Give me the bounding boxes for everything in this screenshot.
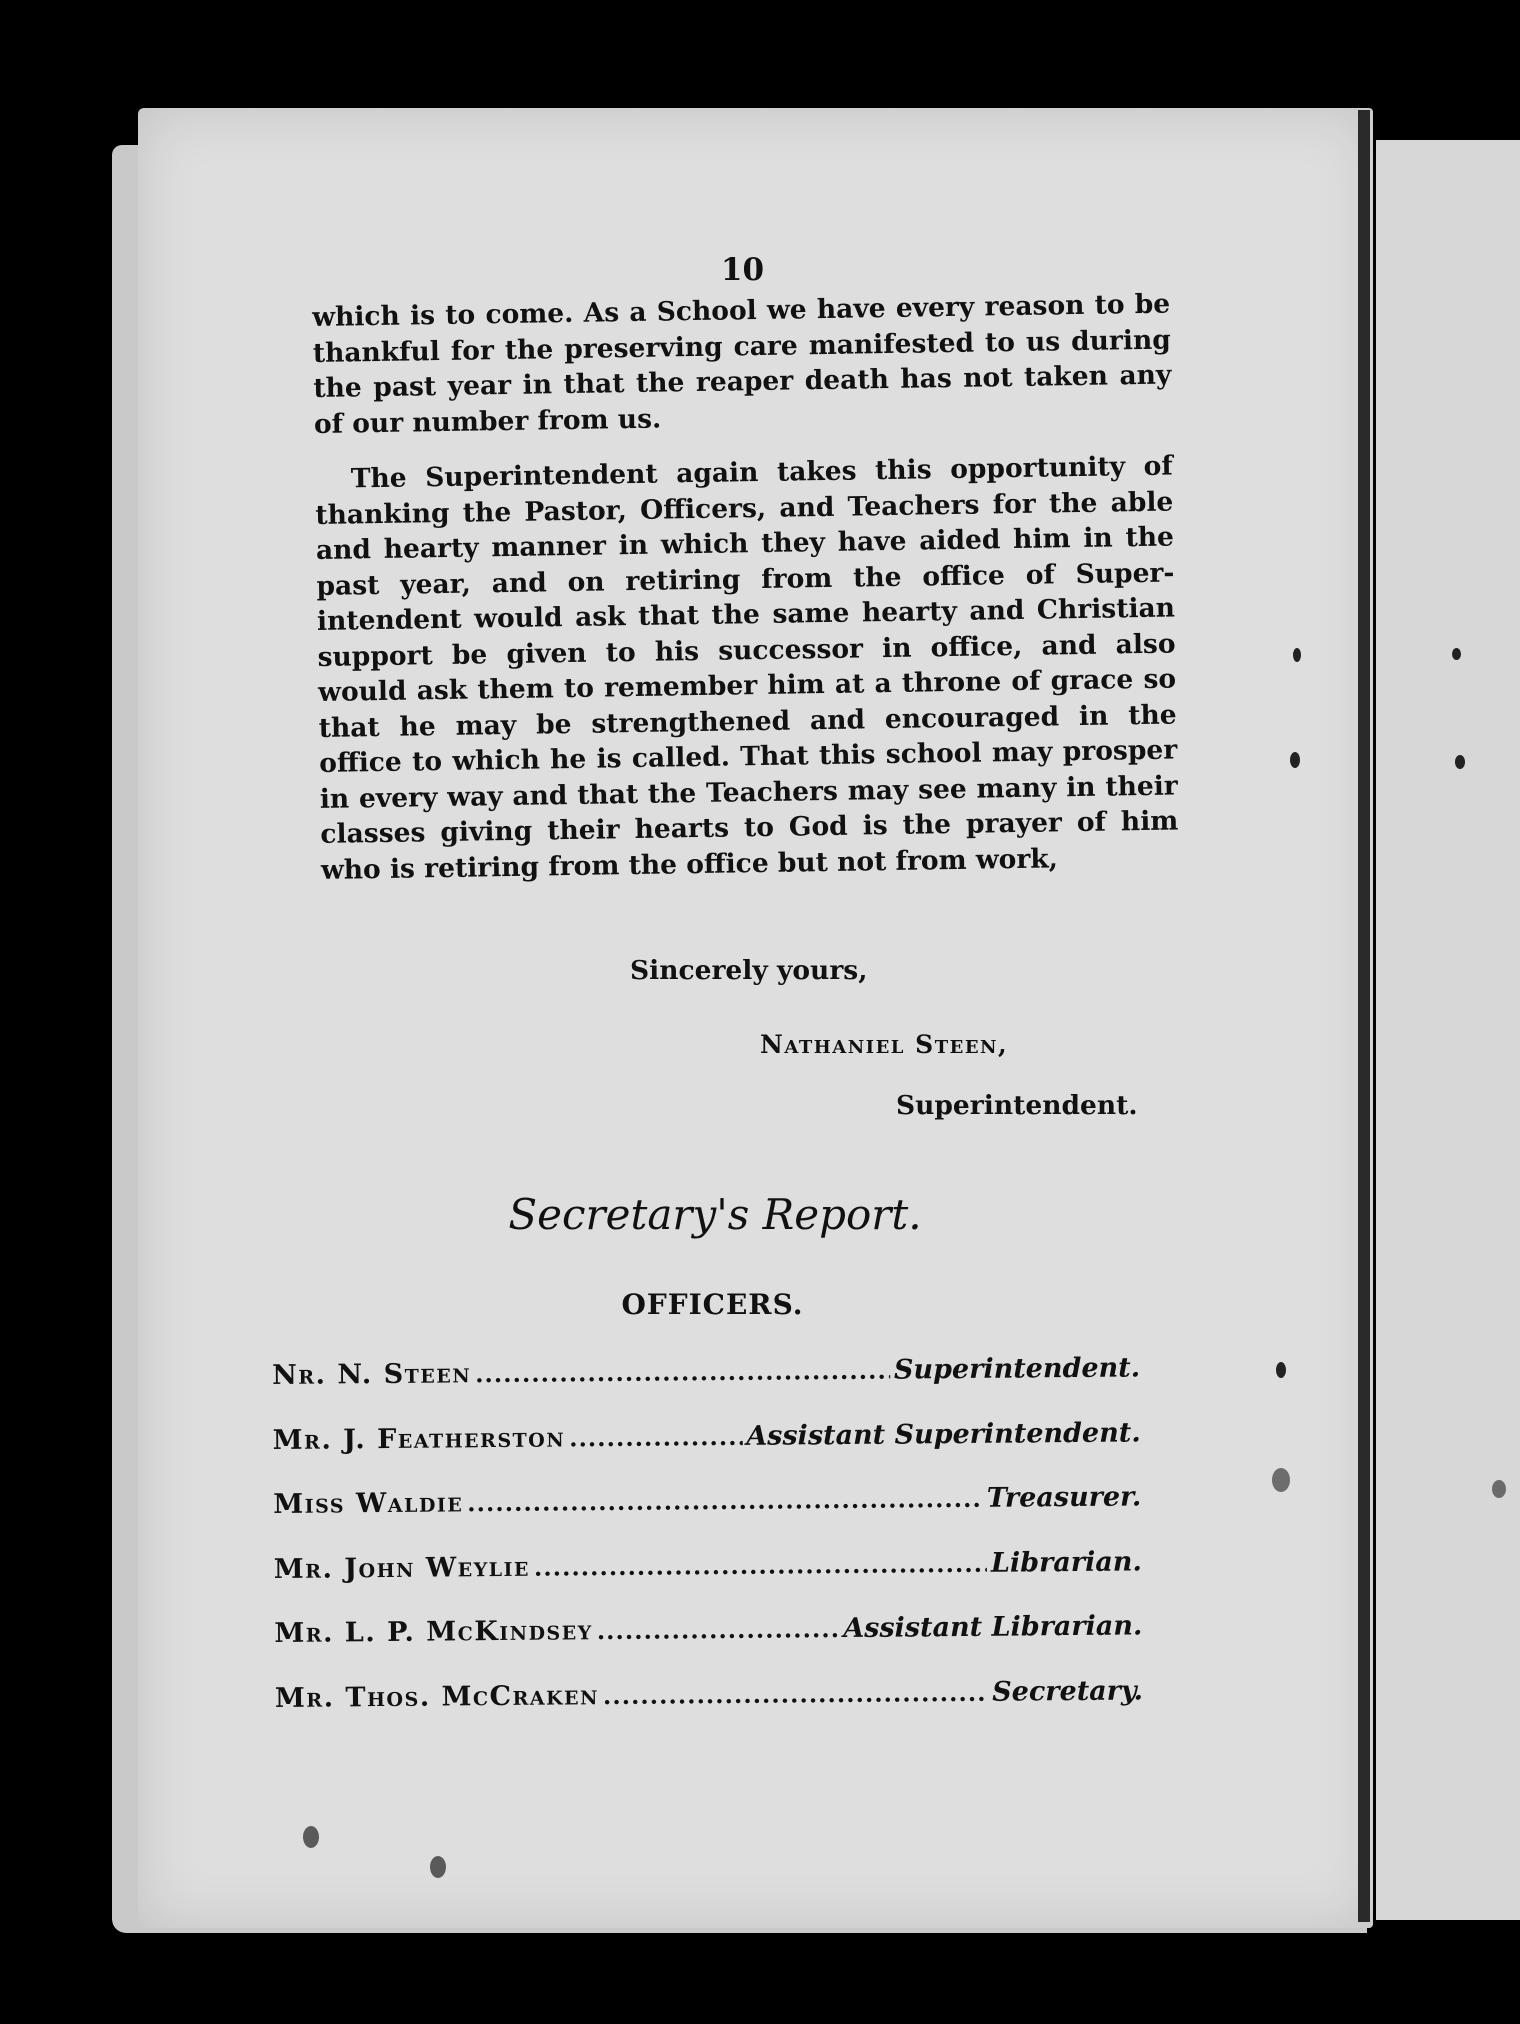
officer-row [272, 1352, 1141, 1424]
officer-name: Mr. Thos. McCraken [274, 1679, 600, 1714]
dot-leader [597, 1614, 840, 1645]
facing-page-edge [1376, 140, 1520, 1920]
officer-name: Miss Waldie [273, 1487, 464, 1520]
letter-body [312, 287, 1179, 908]
officer-row [273, 1481, 1142, 1553]
officer-role: Assistant Superintendent. [746, 1416, 1141, 1452]
ink-speck [1452, 648, 1461, 660]
ink-speck [430, 1856, 446, 1878]
ink-speck [1290, 752, 1300, 768]
officer-name: Mr. John Weylie [273, 1551, 531, 1585]
ink-speck [1492, 1480, 1506, 1498]
officer-row [275, 1675, 1144, 1747]
ink-speck [1272, 1468, 1290, 1492]
officer-name: Mr. L. P. McKindsey [274, 1615, 593, 1649]
page-number: 10 [720, 252, 765, 288]
letter-paragraph: which is to come. As a School we have every reason to be thankful for the preserving care manifested to us during the past year in that the reaper death has not taken any of our number from us. [312, 288, 1172, 440]
officer-role: Assistant Librarian. [843, 1610, 1143, 1645]
letter-signature: Nathaniel Steen, [760, 1030, 1009, 1059]
officers-heading: OFFICERS. [621, 1288, 804, 1321]
ink-speck [1455, 755, 1465, 769]
officer-name: Nr. N. Steen [272, 1358, 472, 1391]
letter-closing: Sincerely yours, [630, 955, 868, 986]
letter-paragraph: The Superintendent again takes this opportunity of thanking the Pastor, Officers, and Teachers for the able and hearty manner in which they have aided him in the past year, and on retiring from the office of Super-intendent would ask that the same hearty and Christian support be given to his successor in office, and also would ask them to remember him at a throne of grace so that he may be strengthened and encouraged in the office to which he is called. That this school may prosper in every way and that the Teachers may see many in their classes giving their hearts to God is the prayer of him who is retiring from the office but not from work, [315, 450, 1179, 886]
officer-row [273, 1417, 1142, 1489]
dot-leader [603, 1677, 989, 1709]
dot-leader [569, 1421, 742, 1452]
officer-role: Librarian. [990, 1545, 1142, 1579]
officers-list [272, 1352, 1143, 1747]
officer-role: Treasurer. [986, 1481, 1142, 1514]
ink-speck [303, 1826, 319, 1848]
dot-leader [475, 1356, 890, 1389]
officer-row [274, 1610, 1143, 1682]
officer-role: Secretary. [992, 1674, 1144, 1708]
signature-title: Superintendent. [896, 1090, 1138, 1121]
dot-leader [534, 1548, 987, 1581]
officer-name: Mr. J. Featherston [272, 1421, 566, 1456]
ink-speck [1293, 648, 1301, 662]
ink-speck [1276, 1362, 1286, 1378]
section-title: Secretary's Report. [508, 1190, 922, 1239]
officer-row [274, 1546, 1143, 1618]
officer-role: Superintendent. [893, 1352, 1141, 1386]
book-gutter [1358, 110, 1370, 1922]
dot-leader [467, 1484, 983, 1517]
